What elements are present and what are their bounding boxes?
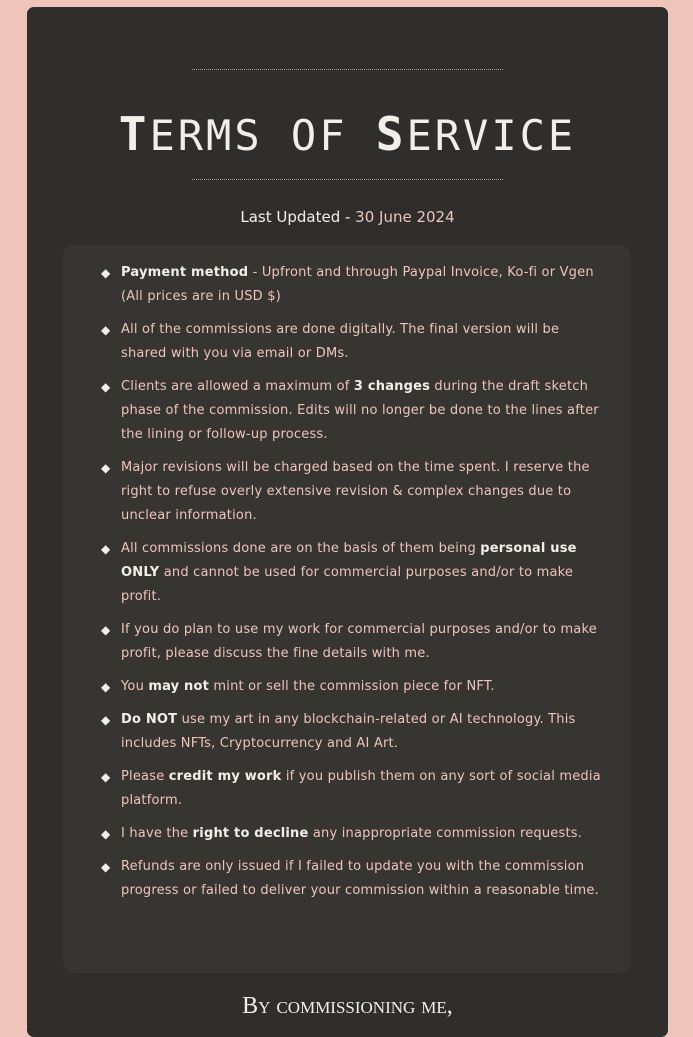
term-item bbox=[63, 375, 631, 447]
last-updated-date: 30 June 2024 bbox=[355, 208, 455, 226]
term-item bbox=[63, 456, 631, 528]
term-text: Clients are allowed a maximum of bbox=[121, 379, 354, 394]
term-text: Major revisions will be charged based on the time spent. I reserve the right to refuse overly extensive revision & complex changes due to unclear information. bbox=[121, 460, 590, 523]
diamond-bullet-icon: ◆ bbox=[101, 461, 111, 475]
term-text: during the draft sketch phase of the commission. Edits will no longer be done to the lines after the lining or follow-up process. bbox=[121, 379, 599, 442]
terms-panel bbox=[63, 245, 631, 973]
last-updated bbox=[27, 206, 668, 228]
term-text: mint or sell the commission piece for NFT. bbox=[209, 679, 495, 694]
term-item bbox=[63, 765, 631, 813]
term-text: All of the commissions are done digitally. The final version will be shared with you via email or DMs. bbox=[121, 322, 560, 361]
term-emphasis: credit my work bbox=[168, 769, 282, 784]
term-item bbox=[63, 537, 631, 609]
tos-card bbox=[27, 7, 668, 1037]
diamond-bullet-icon: ◆ bbox=[101, 713, 111, 727]
term-item bbox=[63, 675, 631, 699]
footer-text: By commissioning me, bbox=[242, 993, 453, 1019]
term-item bbox=[63, 855, 631, 903]
page-title: TERMS OF SERVICE bbox=[118, 107, 577, 161]
term-text: - Upfront and through Paypal Invoice, Ko-fi or Vgen (All prices are in USD $) bbox=[121, 265, 594, 304]
term-item bbox=[63, 318, 631, 366]
terms-list bbox=[63, 261, 631, 912]
term-emphasis: personal use ONLY bbox=[121, 541, 577, 580]
term-text: use my art in any blockchain-related or AI technology. This includes NFTs, Cryptocurrency and AI Art. bbox=[121, 712, 576, 751]
term-item bbox=[63, 708, 631, 756]
last-updated-label: Last Updated - bbox=[240, 208, 356, 226]
term-text: Refunds are only issued if I failed to update you with the commission progress or failed to deliver your commission within a reasonable time. bbox=[121, 859, 599, 898]
term-emphasis: 3 changes bbox=[353, 379, 431, 394]
diamond-bullet-icon: ◆ bbox=[101, 680, 111, 694]
top-divider bbox=[192, 69, 503, 70]
diamond-bullet-icon: ◆ bbox=[101, 266, 111, 280]
term-text: if you publish them on any sort of social media platform. bbox=[121, 769, 601, 808]
diamond-bullet-icon: ◆ bbox=[101, 542, 111, 556]
term-text: and cannot be used for commercial purposes and/or to make profit. bbox=[121, 565, 574, 604]
term-text: I have the bbox=[121, 826, 193, 841]
term-emphasis: Payment method bbox=[121, 265, 249, 280]
diamond-bullet-icon: ◆ bbox=[101, 380, 111, 394]
diamond-bullet-icon: ◆ bbox=[101, 860, 111, 874]
term-text: any inappropriate commission requests. bbox=[308, 826, 583, 841]
term-emphasis: Do NOT bbox=[121, 712, 178, 727]
term-text: If you do plan to use my work for commercial purposes and/or to make profit, please discuss the fine details with me. bbox=[121, 622, 597, 661]
term-emphasis: may not bbox=[148, 679, 210, 694]
bottom-divider bbox=[192, 179, 503, 180]
term-text: Please bbox=[121, 769, 169, 784]
term-text: You bbox=[121, 679, 149, 694]
term-item bbox=[63, 618, 631, 666]
term-item bbox=[63, 261, 631, 309]
diamond-bullet-icon: ◆ bbox=[101, 827, 111, 841]
term-item bbox=[63, 822, 631, 846]
diamond-bullet-icon: ◆ bbox=[101, 323, 111, 337]
term-text: All commissions done are on the basis of them being bbox=[121, 541, 481, 556]
diamond-bullet-icon: ◆ bbox=[101, 770, 111, 784]
term-emphasis: right to decline bbox=[192, 826, 309, 841]
diamond-bullet-icon: ◆ bbox=[101, 623, 111, 637]
